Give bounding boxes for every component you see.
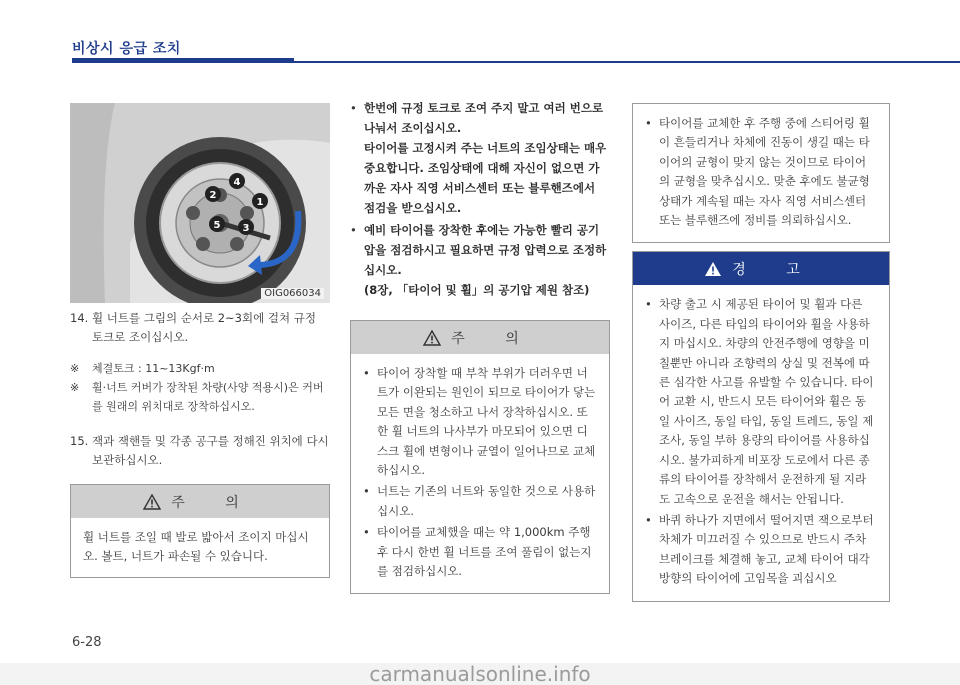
bolt-label-4: 4 <box>233 177 241 188</box>
caution-body <box>351 354 609 593</box>
step-15-text: 잭과 잭핸들 및 각종 공구를 정해진 위치에 다시 보관하십시오. <box>92 434 329 467</box>
note-torque-text: 체결토크 : 11~13Kgf·m <box>92 362 215 375</box>
list-item: • 예비 타이어를 장착한 후에는 가능한 빨리 공기압을 점검하시고 필요하면 규정 압력으로 조정하십시오. (8장, 「타이어 및 휠」의 공기압 제원 참조) <box>350 223 607 297</box>
list-item: • 한번에 규정 토크로 조여 주지 말고 여러 번으로 나눠서 조이십시오. 타이어를 고정시켜 주는 너트의 조임상태는 매우 중요합니다. 조임상태에 대해 자신이 없으면 가까운 자사 직영 서비스센터 또는 블루핸즈에서 점검을 받으십시오. <box>350 101 607 215</box>
step-14-text: 휠 너트를 그림의 순서로 2~3회에 걸쳐 규정 토크로 조이십시오. <box>92 311 316 344</box>
bolt-label-3: 3 <box>242 223 250 234</box>
list-item: • 너트는 기존의 너트와 동일한 것으로 사용하십시오. <box>363 484 596 518</box>
info-box <box>632 103 890 243</box>
step-14-number: 14. <box>70 311 89 325</box>
warning-header <box>633 252 889 285</box>
step-15 <box>70 432 330 470</box>
bolt-label-2: 2 <box>209 190 217 201</box>
tip-1-rest: 타이어를 고정시켜 주는 너트의 조임상태는 매우 중요합니다. 조임상태에 대해 자신이 없으면 가까운 자사 직영 서비스센터 또는 블루핸즈에서 점검을 받으십시오. <box>364 141 607 215</box>
header-rule-thin <box>294 61 960 63</box>
list-item: • 차량 출고 시 제공된 타이어 및 휠과 다른 사이즈, 다른 타입의 타이어와 휠을 사용하지 마십시오. 차량의 안전주행에 영향을 미칠뿐만 아니라 조향력의 상실 및 전복에 따른 심각한 사고를 유발할 수 있습니다. 타이어 교환 시, 반드시 모든 타이어와 휠은 동일 사이즈, 동일 타입, 동일 트레드, 동일 제조사, 동일 부하 용량의 타이어를 사용하십시오. 불가피하게 비포장 도로에서 다른 종류의 타이어를 장착해서 운전하게 될 지라도 고속으로 운전을 해서는 안됩니다. <box>645 297 874 506</box>
tips-list <box>350 98 610 300</box>
column-right <box>632 103 890 602</box>
caution-title: 주 의 <box>451 330 537 347</box>
note-cover-text: 휠·너트 커버가 장착된 차량(사양 적용시)은 커버를 원래의 위치대로 장착하십시오. <box>92 381 324 413</box>
figure-code: OIG066034 <box>261 288 324 299</box>
section-title: 비상시 응급 조치 <box>72 41 181 57</box>
list-item: • 바퀴 하나가 지면에서 떨어지면 잭으로부터 차체가 미끄러질 수 있으므로 반드시 주차 브레이크를 체결해 놓고, 교체 타이어 대각방향의 타이어에 고임목을 괴십시오 <box>645 512 874 586</box>
note-torque <box>70 359 330 378</box>
tip-2-rest: (8장, 「타이어 및 휠」의 공기압 제원 참조) <box>364 283 590 297</box>
warning-triangle-icon <box>143 494 161 510</box>
wheel-illustration <box>70 103 330 303</box>
warning-title: 경 고 <box>732 261 818 278</box>
tip-1-bold: 한번에 규정 토크로 조여 주지 말고 여러 번으로 나눠서 조이십시오. <box>364 101 604 135</box>
bolt-label-1: 1 <box>256 197 264 208</box>
wheel-figure <box>70 103 330 303</box>
caution-header <box>351 321 609 354</box>
note-cover <box>70 378 330 416</box>
column-left <box>70 103 330 578</box>
caution-header <box>71 485 329 518</box>
note-mark: ※ <box>70 362 80 375</box>
warning-triangle-icon <box>423 330 441 346</box>
warning-triangle-icon <box>704 261 722 277</box>
list-item: • 타이어를 교체한 후 주행 중에 스티어링 휠이 흔들리거나 차체에 진동이 생길 때는 타이어의 균형이 맞지 않는 것이므로 타이어의 균형을 맞추십시오. 맞춘 후에도 불균형 상태가 계속될 때는 자사 직영 서비스센터 또는 블루핸즈에 정비를 의뢰하십시오. <box>645 116 870 228</box>
warning-box <box>632 251 890 601</box>
note-mark: ※ <box>70 381 80 394</box>
tip-2-bold: 예비 타이어를 장착한 후에는 가능한 빨리 공기압을 점검하시고 필요하면 규정 압력으로 조정하십시오. <box>364 223 607 277</box>
caution-box-left <box>70 484 330 578</box>
watermark: carmanualsonline.info <box>0 663 960 685</box>
list-item: • 타이어 장착할 때 부착 부위가 더러우면 너트가 이완되는 원인이 되므로 타이어가 닿는 모든 면을 청소하고 나서 장착하십시오. 또한 휠 너트의 나사부가 마모되어 있으면 디스크 휠에 변형이나 균열이 일어나므로 교체하십시오. <box>363 366 596 478</box>
warning-body <box>633 285 889 600</box>
header-rule-thick <box>72 58 294 63</box>
caution-box-middle <box>350 320 610 594</box>
step-15-number: 15. <box>70 434 89 448</box>
list-item: • 타이어를 교체했을 때는 약 1,000km 주행 후 다시 한번 휠 너트를 조여 풀림이 없는지를 점검하십시오. <box>363 525 592 579</box>
column-middle <box>350 98 610 579</box>
caution-title: 주 의 <box>171 494 257 511</box>
caution-body: 휠 너트를 조일 때 발로 밟아서 조이지 마십시오. 볼트, 너트가 파손될 수 있습니다. <box>83 530 309 564</box>
step-14 <box>70 309 330 347</box>
bolt-label-5: 5 <box>213 220 221 231</box>
page-number: 6-28 <box>72 635 102 650</box>
